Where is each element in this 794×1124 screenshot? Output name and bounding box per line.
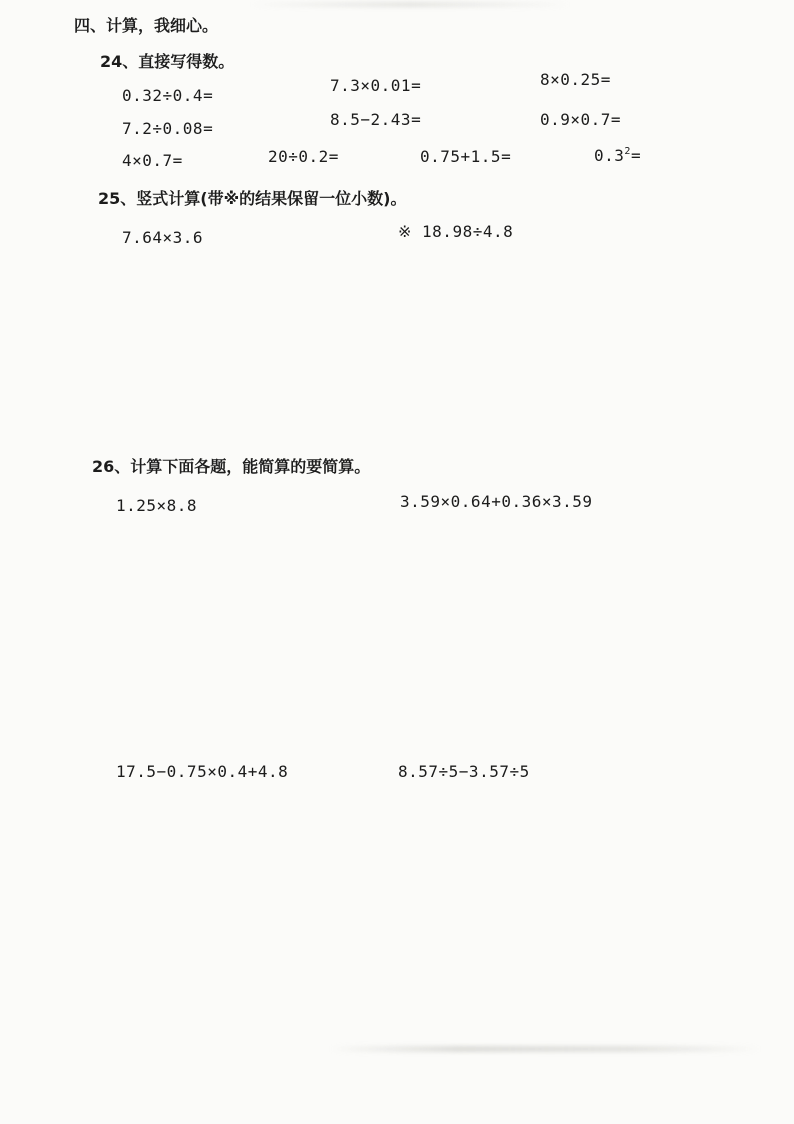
q24-item-4: 7.2÷0.08= xyxy=(122,119,214,138)
scan-smudge xyxy=(250,2,570,7)
scan-smudge-bottom xyxy=(330,1046,760,1052)
q24-item-10 xyxy=(594,147,641,164)
q24-title: 24、直接写得数。 xyxy=(100,52,235,71)
q24-item-10-exponent: 2 xyxy=(624,146,631,157)
q24-item-10-equals: = xyxy=(630,146,642,165)
q24-item-6: 0.9×0.7= xyxy=(540,110,622,129)
q24-item-7: 4×0.7= xyxy=(122,151,183,170)
section-title: 四、计算，我细心。 xyxy=(74,16,219,35)
q26-item-1: 1.25×8.8 xyxy=(116,496,198,515)
q24-item-5: 8.5−2.43= xyxy=(330,110,422,129)
q24-item-2: 7.3×0.01= xyxy=(330,76,422,95)
q26-item-2: 3.59×0.64+0.36×3.59 xyxy=(400,492,593,511)
q25-item-1: 7.64×3.6 xyxy=(122,228,204,247)
q26-title: 26、计算下面各题，能简算的要简算。 xyxy=(92,457,371,476)
q25-title: 25、竖式计算(带※的结果保留一位小数)。 xyxy=(98,189,407,208)
q24-item-1: 0.32÷0.4= xyxy=(122,86,214,105)
q24-item-9: 0.75+1.5= xyxy=(420,147,512,166)
q24-item-10-base: 0.3 xyxy=(594,146,625,165)
q25-item-2: ※ 18.98÷4.8 xyxy=(398,222,514,241)
q26-item-3: 17.5−0.75×0.4+4.8 xyxy=(116,762,289,781)
q24-item-8: 20÷0.2= xyxy=(268,147,339,166)
q24-item-3: 8×0.25= xyxy=(540,70,611,89)
q26-item-4: 8.57÷5−3.57÷5 xyxy=(398,762,530,781)
